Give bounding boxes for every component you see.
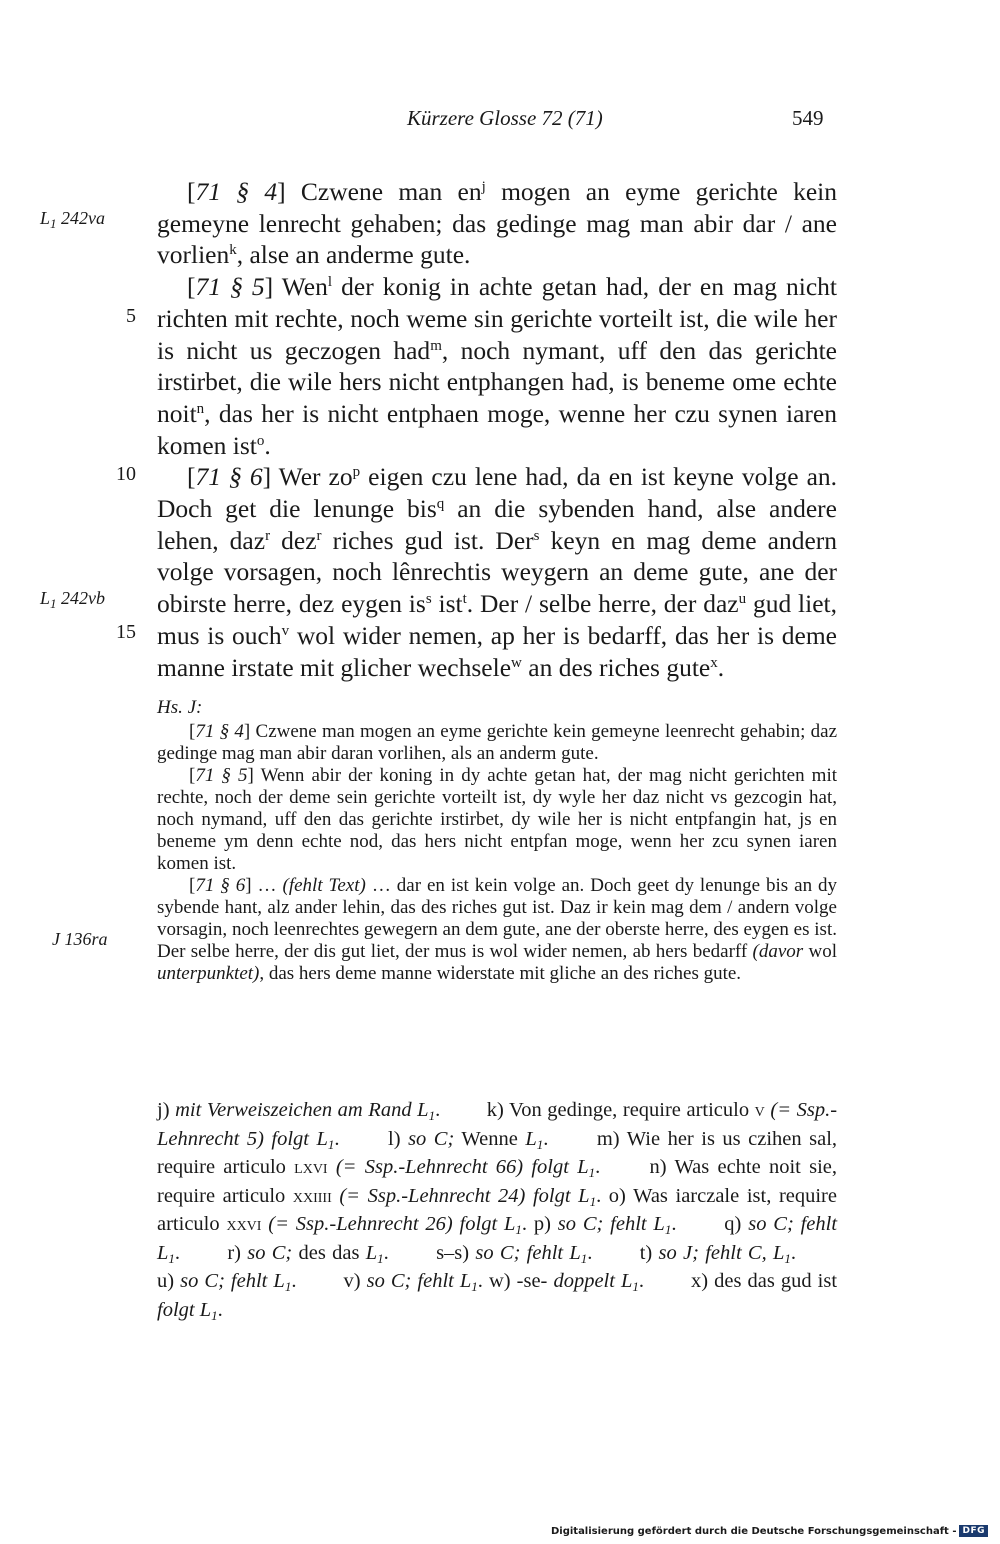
text-run: , das her is nicht entphaen moge, wenne her czu synen iaren komen ist [157, 398, 837, 460]
editorial-note: (davor [752, 941, 804, 962]
footnote-marker: k [229, 242, 237, 259]
footnote-marker: l [327, 274, 333, 291]
editorial-note: (fehlt Text) [282, 875, 366, 896]
footnote-marker: s [425, 591, 432, 608]
text-run: Czwene man mogen an eyme gerichte kein gemeyne leenrecht gehabin; daz gedinge mag man abir daran vorlihen, als an anderm gute. [157, 721, 838, 764]
footnote-marker: r [265, 527, 271, 544]
line-number-5: 5 [126, 305, 136, 327]
text-run: wol [803, 941, 837, 962]
footnote-marker: q [436, 496, 445, 513]
text-run: ist [431, 589, 463, 619]
text-run: keyn en mag deme andern volge vorsagen, noch lênrechtis weygern an deme gute, ane der obirste herre, dez eygen is [157, 525, 838, 619]
margin-label-l1-242vb: $L_1$ 242vb [40, 588, 106, 611]
text-run: Wenn abir der koning in dy achte getan hat, der mag nicht gerichten mit rechte, noch der deme sein gerichte vorteilt ist, dy wyle her daz nicht vs gezcogin hat, noch nymand, uff den das gerichte irstirbet, dy wile her is nicht entpfangin hat, js en beneme ym denn echte nod, das hers nicht entpfan moge, wenn her zcu synen iaren komen ist. [157, 765, 838, 874]
footnote-marker: s [533, 527, 540, 544]
footnote-marker: t [462, 591, 467, 608]
footnote-t: t) so J; fehlt C, $L_1$. [639, 1241, 797, 1266]
footnotes [157, 1099, 837, 1327]
text-run: eigen czu lene had, da en ist keyne volge an. Doch get die lenunge bis [157, 462, 838, 524]
section-ref: 71 § 4 [195, 177, 278, 206]
dfg-logo: DFG [959, 1525, 988, 1537]
text-run: gud liet, mus is ouch [157, 589, 837, 650]
footnote-p: p) so C; fehlt $L_1$. [533, 1213, 677, 1237]
footnote-marker: x [710, 654, 718, 671]
margin-label-l1-242va: $L_1$ 242va [40, 208, 106, 231]
footnote-u: u) so C; fehlt $L_1$. [157, 1270, 297, 1294]
footnote-marker: m [430, 337, 442, 354]
main-text [157, 176, 837, 683]
paragraph-71-5: [71 § 5] Wen$^l$ der konig in achte getan had, der en mag nicht richten mit rechte, noch weme sin gerichte vorteilt ist, die wile her is nicht us geczogen had$^m$, noch nymant, uff den das gerichte irstirbet, die wile hers nicht entphangen had, is beneme ome echte noit$^n$, das her is nicht entphaen moge, wenne her czu synen iaren komen ist$^o$. [157, 272, 838, 460]
footnote-marker: o [256, 432, 265, 449]
section-ref: 71 § 6 [195, 462, 263, 492]
paragraph-71-4: [71 § 4] Czwene man $en^j$ mogen an eyme gerichte kein gemeyne lenrecht gehaben; das gedinge mag man abir dar / ane vorlien$^k$, alse an anderme gute. [157, 177, 837, 270]
footnote-r: r) so C; des das $L_1$. [227, 1241, 389, 1266]
text-run: der konig in achte getan had, der en mag nicht richten mit rechte, noch weme sin gerichte vorteilt ist, die wile her is nicht us geczogen had [157, 272, 838, 365]
text-run: , das hers deme manne widerstate mit gliche an des riches gute. [259, 963, 742, 984]
text-run: . [717, 652, 725, 682]
text-run: … dar en ist kein volge an. Doch geet dy lenunge bis an dy sybende hant, alz ander lehin, das des riches gut ist. Daz ir kein mag dem / andern volge vorsagin, noch leenrechtes gewegern an dem gute, ane der oberste herre, des eygen es ist. Der selbe herre, der dis gut liet, der mus is wol wider nemen, ab hers bedarff [157, 875, 838, 962]
ellipsis: … [257, 875, 277, 896]
hs-j-paragraph-71-4: [71 § 4] Czwene man mogen an eyme gerichte kein gemeyne leenrecht gehabin; daz gedinge mag man abir daran vorlihen, als an anderm gute. [157, 721, 838, 764]
hs-j-paragraph-71-5: [71 § 5] Wenn abir der koning in dy achte getan hat, der mag nicht gerichten mit rechte, noch der deme sein gerichte vorteilt ist, dy wyle her daz nicht vs gezcogin hat, noch nymand, uff den das gerichte irstirbet, dy wile her is nicht entpfangin hat, js en beneme ym denn echte nod, das hers nicht entpfan moge, wenn her zcu synen iaren komen ist. [157, 765, 838, 874]
paragraph-71-6: [71 § 6] Wer $zo^p$ eigen czu lene had, da en ist keyne volge an. Doch get die lenunge bis$^q$ an die sybenden hand, alse andere lehen, daz$^r$ dez$^r$ riches gud ist. Der$^s$ keyn en mag deme andern volge vorsagen, noch lênrechtis weygern an deme gute, ane der obirste herre, dez eygen $is^s$ ist$^t$. Der / selbe herre, der daz$^u$ gud liet, mus is ouch$^v$ wol wider nemen, ap her is bedarff, das her is deme manne irstate mit glicher wechsele$^w$ an des riches gute$^x$. [157, 462, 838, 682]
footnote-marker: p [352, 464, 361, 481]
footnote-marker: j [481, 179, 486, 195]
line-number-15: 15 [116, 621, 136, 643]
hs-j-text [157, 721, 837, 985]
running-header [0, 106, 1000, 136]
text-run: Wen [281, 272, 328, 302]
text-run: . Der / selbe herre, der daz [466, 589, 739, 619]
footnote-marker: n [196, 400, 205, 417]
margin-label-j-136ra: J 136ra [52, 929, 108, 949]
text-run: an die sybenden hand, alse andere lehen, daz [157, 494, 837, 555]
footnote-m: m) Wie her is us czihen sal, require articulo lxvi (= Ssp.-Lehnrecht 66) folgt $L_1$. [157, 1127, 838, 1180]
hs-j-heading: Hs. J: [157, 697, 203, 718]
text-run: mogen an eyme gerichte kein gemeyne lenrecht gehaben; das gedinge mag man abir dar / ane vorlien [157, 177, 837, 270]
footnote-n: n) Was echte noit sie, require articulo xxiiii (= Ssp.-Lehnrecht 24) folgt $L_1$. [157, 1156, 837, 1209]
footer-text: Digitalisierung gefördert durch die Deutsche Forschungsgemeinschaft - [550, 1525, 957, 1537]
footnote-marker: r [316, 527, 322, 544]
footnote-marker: u [738, 591, 747, 608]
footnote-v: v) so C; fehlt $L_1$. [343, 1270, 483, 1294]
page-number: 549 [792, 106, 824, 130]
footnote-k: k) Von gedinge, require articulo v (= Ssp.-Lehnrecht 5) folgt $L_1$. [157, 1099, 838, 1152]
section-ref: 71 § 5 [195, 765, 248, 786]
running-title: Kürzere Glosse 72 (71) [407, 106, 603, 130]
text-run: . [264, 430, 271, 460]
text-run: Wer zo [278, 462, 353, 492]
text-run: riches gud ist. Der [321, 525, 534, 555]
digitization-footer [551, 1525, 988, 1537]
footnote-o: o) Was iarczale ist, require articulo xxvi (= Ssp.-Lehnrecht 26) folgt $L_1$. [157, 1184, 837, 1237]
text-run: , noch nymant, uff den das gerichte irstirbet, die wile hers nicht entphangen had, is beneme ome echte noit [157, 335, 837, 428]
footnote-marker: w [511, 654, 522, 671]
footnote-marker: v [281, 622, 290, 639]
footnote-s-s: s–s) so C; fehlt $L_1$. [436, 1241, 593, 1266]
footnote-j: j) mit Verweiszeichen am Rand $L_1$. [157, 1099, 441, 1123]
line-number-10: 10 [116, 463, 136, 485]
text-run: dez [270, 525, 317, 555]
hs-j-paragraph-71-6: [71 § 6] … (fehlt Text) … dar en ist kein volge an. Doch geet dy lenunge bis an dy sybende hant, alz ander lehin, das des riches gut ist. Daz ir kein mag dem / andern volge vorsagin, noch leenrechtes gewegern an dem gute, ane der oberste herre, des eygen es ist. Der selbe herre, der dis gut liet, der mus is wol wider nemen, ab hers bedarff (davor wol unterpunktet), das hers deme manne widerstate mit gliche an des riches gute. [157, 875, 838, 984]
text-run: , alse an anderme gute. [236, 240, 471, 270]
section-ref: 71 § 4 [195, 721, 244, 742]
text-run: Czwene man en [300, 177, 482, 206]
text-run: wol wider nemen, ap her is bedarff, das her is deme manne irstate mit glicher wechsele [157, 620, 837, 682]
footnote-x: x) des das gud ist folgt $L_1$. [157, 1270, 838, 1323]
footnote-w: w) -se- doppelt $L_1$. [488, 1270, 644, 1294]
editorial-note: unterpunktet) [157, 963, 260, 984]
section-ref: 71 § 6 [195, 875, 246, 896]
footnote-q: q) so C; fehlt $L_1$. [157, 1213, 838, 1266]
text-run: an des riches gute [521, 652, 711, 682]
footnote-l: l) so C; Wenne $L_1$. [388, 1127, 549, 1152]
section-ref: 71 § 5 [195, 272, 265, 302]
